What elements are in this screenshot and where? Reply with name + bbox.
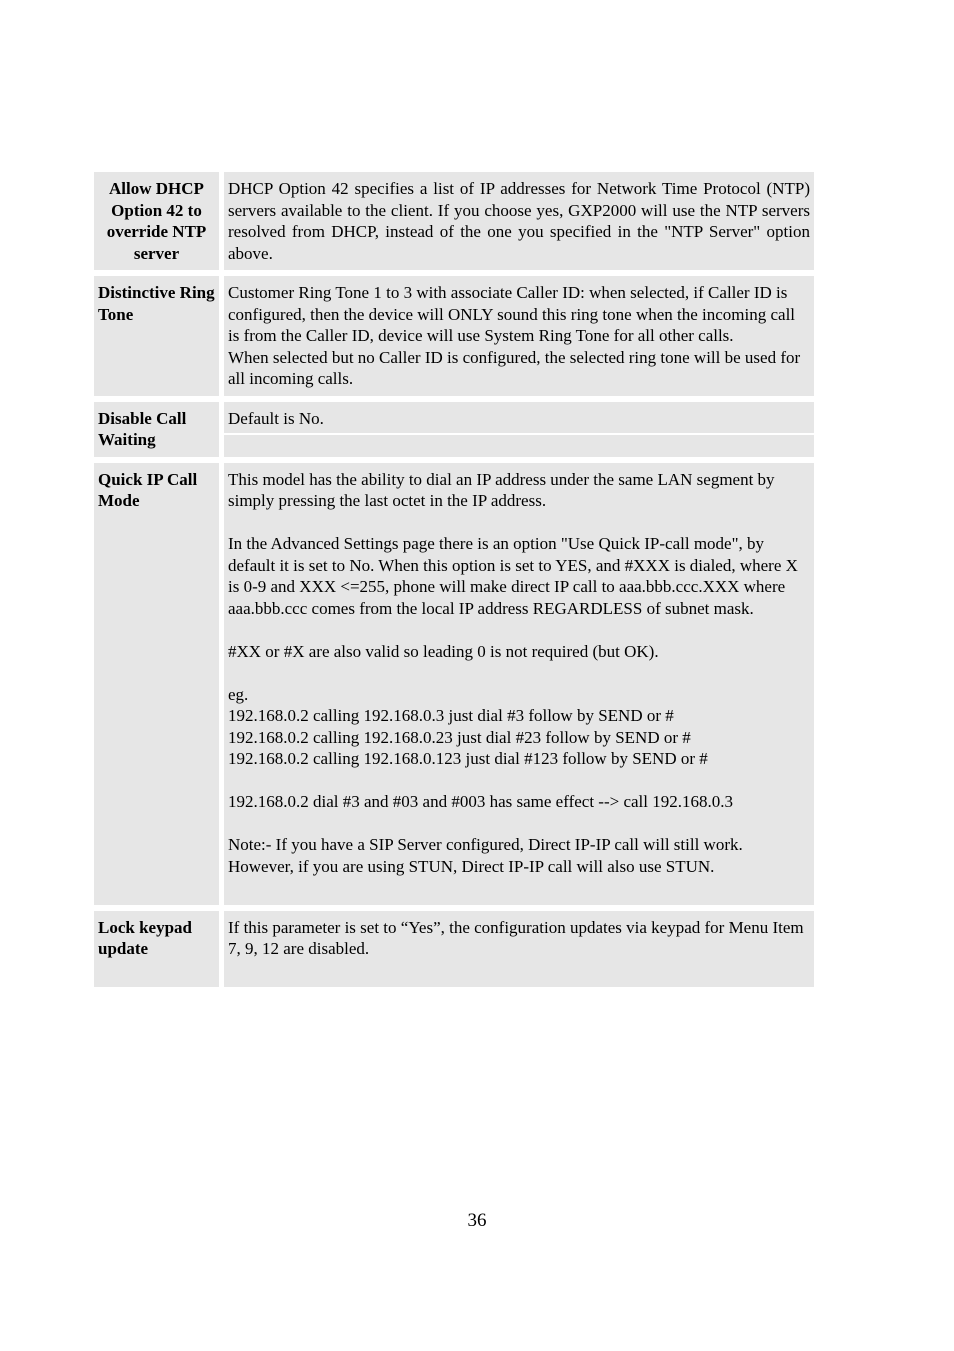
param-description [224, 463, 814, 905]
param-description [224, 276, 814, 396]
param-label: Quick IP Call Mode [94, 463, 219, 905]
description-paragraph: When selected but no Caller ID is configured, the selected ring tone will be used for all incoming calls. [228, 347, 805, 388]
description-paragraph: This model has the ability to dial an IP address under the same LAN segment by simply pressing the last octet in the IP address. [228, 469, 779, 510]
param-label: Distinctive Ring Tone [94, 276, 219, 396]
table-row [94, 172, 814, 270]
description-paragraph: 192.168.0.2 calling 192.168.0.23 just dial #23 follow by SEND or # [228, 727, 691, 747]
description-paragraph: However, if you are using STUN, Direct IP-IP call will also use STUN. [228, 856, 715, 876]
description-paragraph: Default is No. [228, 408, 324, 428]
param-label: Disable Call Waiting [94, 402, 219, 457]
description-paragraph: 192.168.0.2 calling 192.168.0.3 just dial #3 follow by SEND or # [228, 706, 674, 725]
cell-divider [224, 433, 814, 435]
table-row [94, 402, 814, 457]
param-label: Lock keypad update [94, 911, 219, 988]
description-paragraph: DHCP Option 42 specifies a list of IP addresses for Network Time Protocol (NTP) servers available to the client. If you choose yes, GXP2000 will use the NTP servers resolved from DHCP, instead of the one you specified in the "NTP Server" option above. [228, 179, 815, 263]
table-row [94, 276, 814, 396]
description-paragraph: 192.168.0.2 dial #3 and #03 and #003 has same effect --> call 192.168.0.3 [228, 792, 733, 811]
description-paragraph: If this parameter is set to “Yes”, the configuration updates via keypad for Menu Item 7, 9, 12 are disabled. [228, 917, 808, 958]
param-label: Allow DHCP Option 42 to override NTP server [94, 172, 219, 270]
param-description [224, 402, 814, 457]
description-paragraph: Customer Ring Tone 1 to 3 with associate Caller ID: when selected, if Caller ID is configured, then the device will ONLY sound this ring tone when the incoming call is from the Caller ID, device will use System Ring Tone for all other calls. [228, 283, 800, 345]
table-row [94, 463, 814, 905]
description-paragraph: In the Advanced Settings page there is an option "Use Quick IP-call mode", by default it is set to No. When this option is set to YES, and #XXX is dialed, where X is 0-9 and XXX <=255, phone will make direct IP call to aaa.bbb.ccc.XXX where aaa.bbb.ccc comes from the local IP address REGARDLESS of subnet mask. [228, 534, 803, 618]
description-paragraph: 192.168.0.2 calling 192.168.0.123 just dial #123 follow by SEND or # [228, 749, 708, 768]
param-description [224, 172, 814, 270]
param-description [224, 911, 814, 988]
page-number: 36 [467, 1210, 487, 1231]
parameter-table [94, 172, 814, 993]
description-paragraph: eg. [228, 684, 249, 704]
description-paragraph: Note:- If you have a SIP Server configured, Direct IP-IP call will still work. [228, 835, 743, 854]
table-row [94, 911, 814, 988]
description-paragraph: #XX or #X are also valid so leading 0 is not required (but OK). [228, 641, 659, 661]
